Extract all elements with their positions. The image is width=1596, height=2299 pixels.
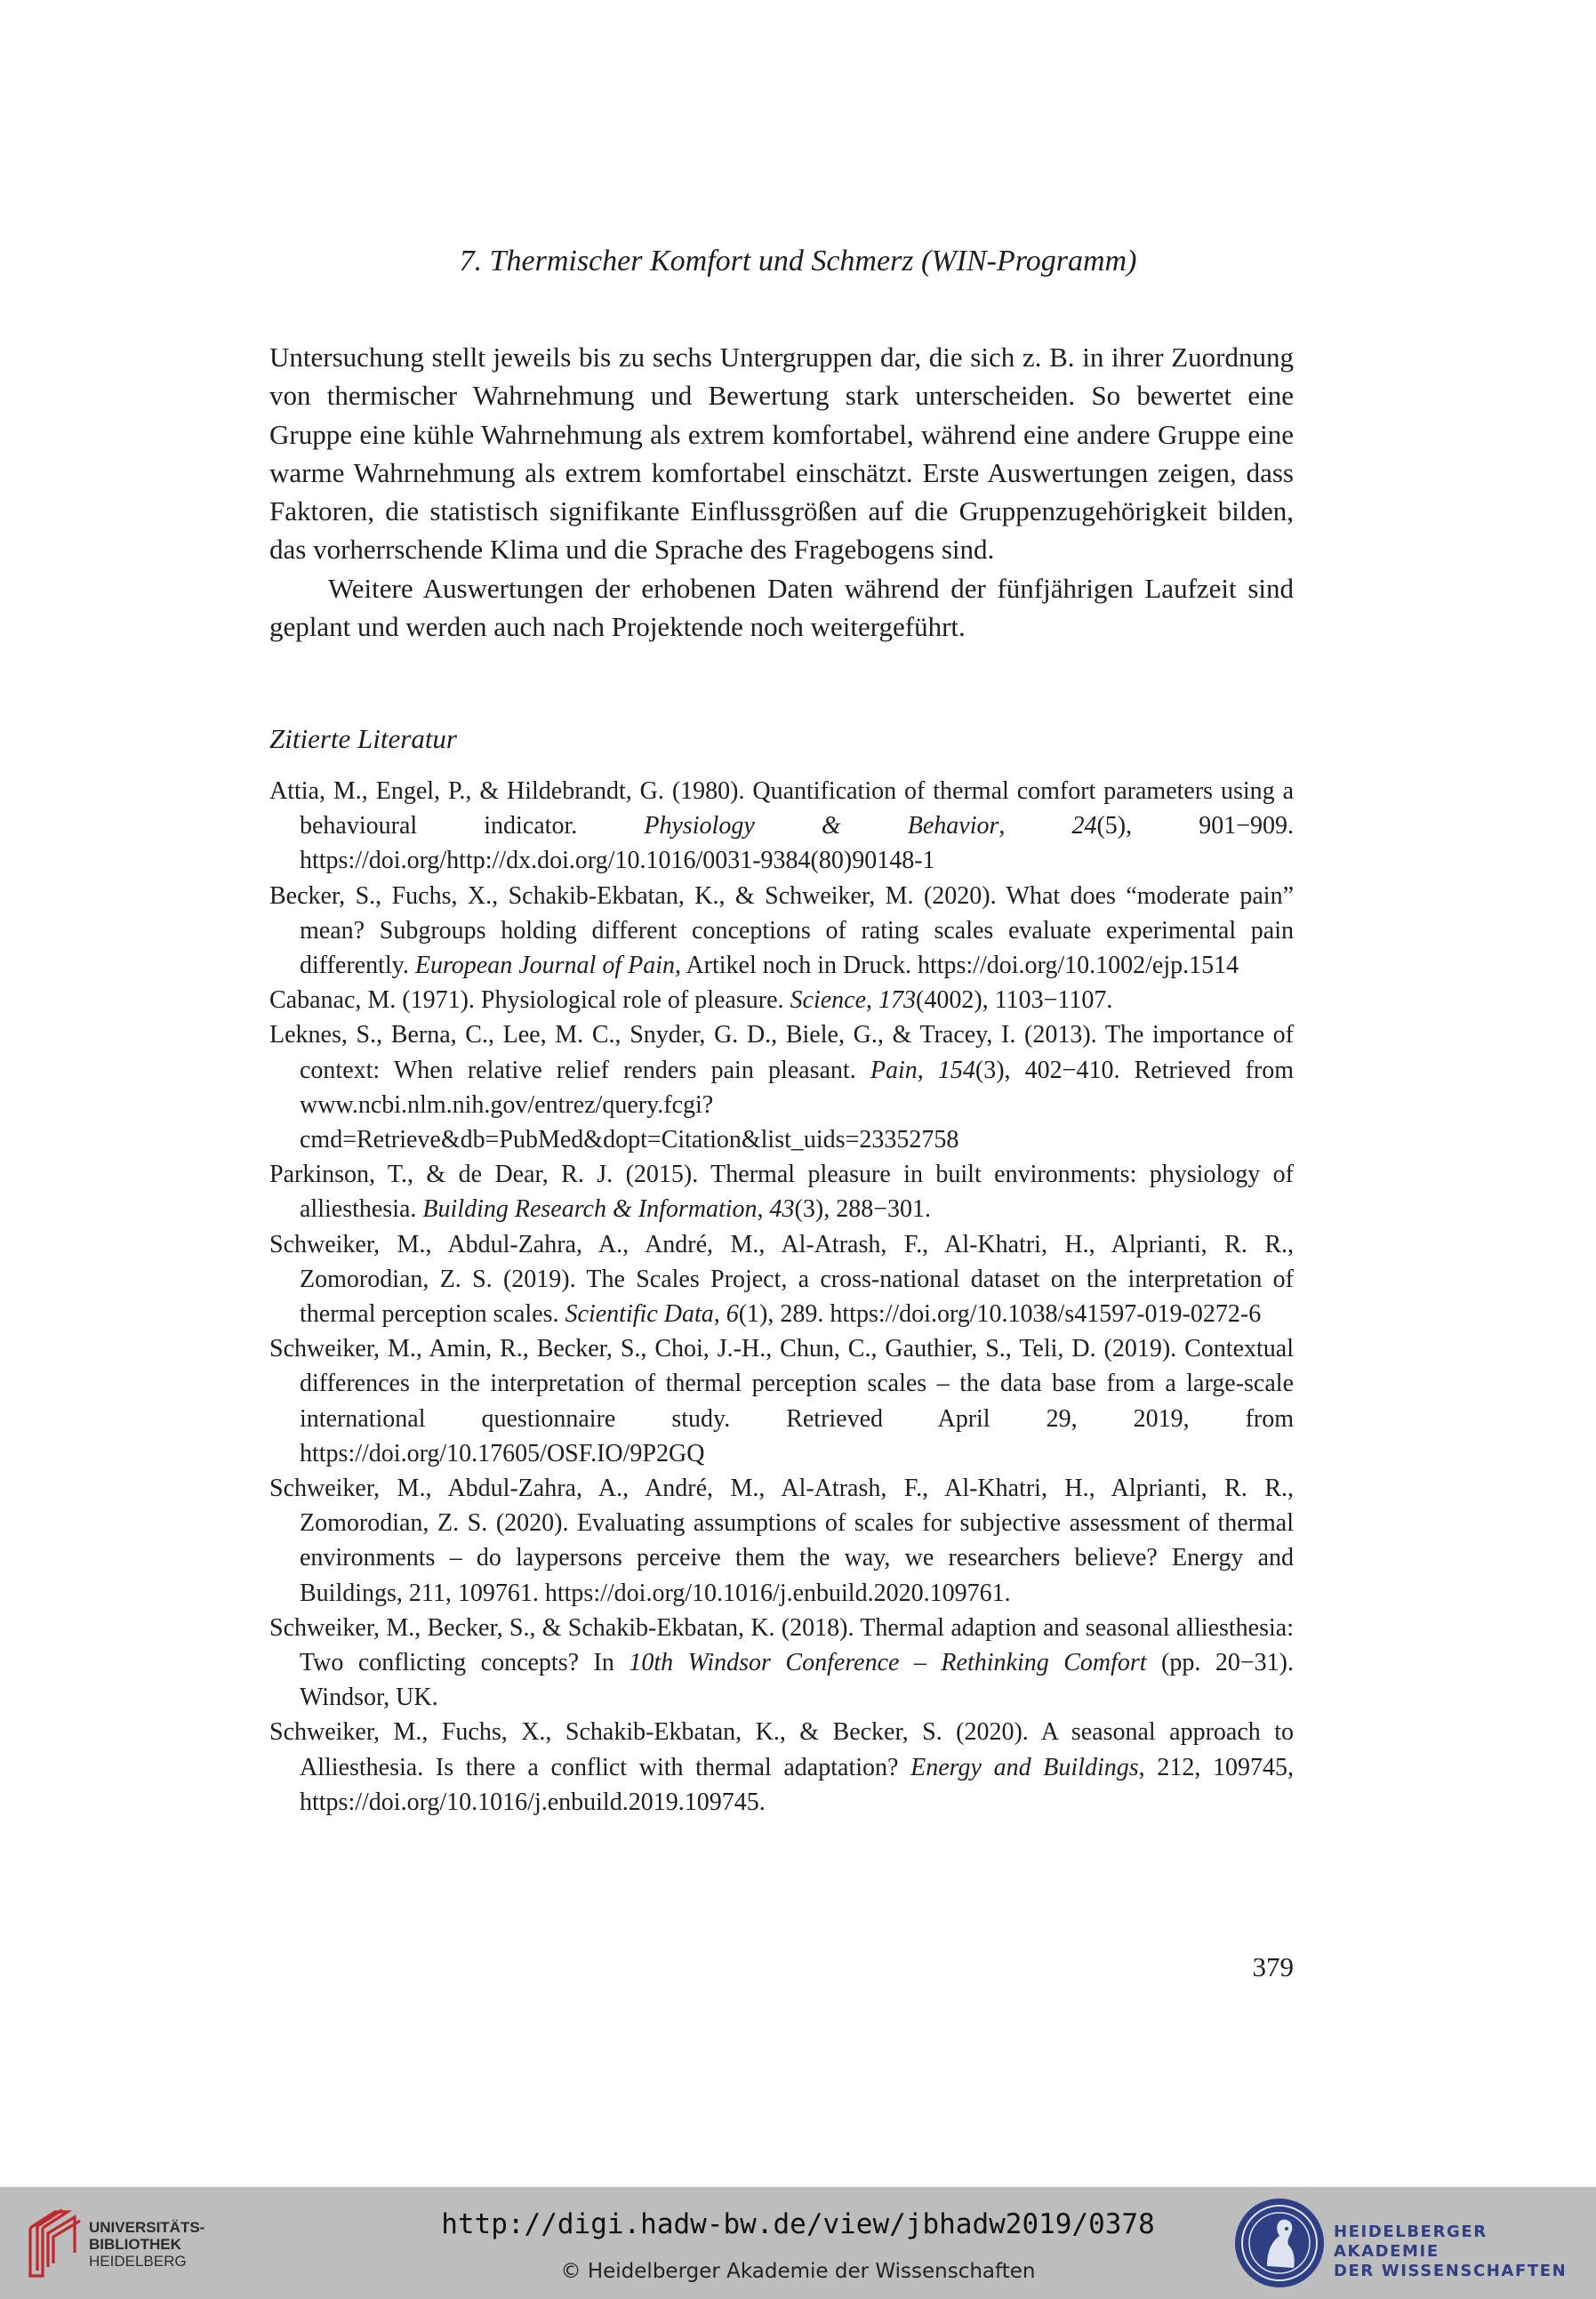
reference-item: Schweiker, M., Abdul-Zahra, A., André, M., Al-Atrash, F., Al-Khatri, H., Alprianti, R. R., Zomorodian, Z. S. (2019). The Scales Project, a cross-national dataset on the interpretation of thermal perception scales. Scientific Data, 6(1), 289. https://doi.org/10.1038/s41597-019-0272-6 [269,1230,1294,1329]
reference-item: Schweiker, M., Fuchs, X., Schakib-Ekbatan, K., & Becker, S. (2020). A seasonal approach to Alliesthesia. Is there a conflict with thermal adaptation? Energy and Buildings, 212, 109745, https://doi.org/10.1016/j.enbuild.2019.109745. [269,1718,1295,1816]
body-paragraph-2: Weitere Auswertungen der erhobenen Daten während der fünfjährigen Laufzeit sind geplant und werden auch nach Projektende noch weitergeführt. [269,572,1294,643]
hadw-line-2: DER WISSENSCHAFTEN [1334,2262,1568,2280]
reference-item: Cabanac, M. (1971). Physiological role of pleasure. Science, 173(4002), 1103−1107. [269,986,1113,1015]
hadw-text [1334,2223,1596,2281]
running-head: 7. Thermischer Komfort und Schmerz (WIN-Programm) [459,245,1137,277]
body-text [269,338,1294,646]
footer-url-link[interactable]: http://digi.hadw-bw.de/view/jbhadw2019/0378 [441,2208,1155,2240]
ub-line-3: HEIDELBERG [89,2253,187,2270]
reference-item: Becker, S., Fuchs, X., Schakib-Ekbatan, K., & Schweiker, M. (2020). What does “moderate pain” mean? Subgroups holding different conceptions of rating scales evaluate experimental pain differently. European Journal of Pain, Artikel noch in Druck. https://doi.org/10.1002/ejp.1514 [269,881,1294,980]
reference-item: Schweiker, M., Abdul-Zahra, A., André, M., Al-Atrash, F., Al-Khatri, H., Alprianti, R. R., Zomorodian, Z. S. (2020). Evaluating assumptions of scales for subjective assessment of thermal environments – do laypersons perceive them the way, we researchers believe? Energy and Buildings, 211, 109761. https://doi.org/10.1016/j.enbuild.2020.109761. [269,1475,1294,1607]
page-number: 379 [1252,1951,1294,1982]
hadw-line-1: HEIDELBERGER AKADEMIE [1334,2223,1488,2261]
hadw-seal-icon[interactable] [1231,2195,1327,2291]
footer-copyright: © Heidelberger Akademie der Wissenschaften [560,2260,1036,2283]
body-paragraph-1: Untersuchung stellt jeweils bis zu sechs Untergruppen dar, die sich z. B. in ihrer Zuordnung von thermischer Wahrnehmung und Bewertung stark unterscheiden. So bewertet eine Gruppe eine kühle Wahrnehmung als extrem komfortabel, während eine andere Gruppe eine warme Wahrnehmung als extrem komfortabel einschätzt. Erste Auswertungen zeigen, dass Faktoren, die statistisch signifikante Einflussgrößen auf die Gruppenzugehörigkeit bilden, das vorherrschende Klima und die Sprache des Fragebogens sind. [269,342,1294,566]
ub-line-1: UNIVERSITÄTS- [89,2219,205,2236]
ub-line-2: BIBLIOTHEK [89,2236,181,2253]
reference-item: Leknes, S., Berna, C., Lee, M. C., Snyder, G. D., Biele, G., & Tracey, I. (2013). The importance of context: When relative relief renders pain pleasant. Pain, 154(3), 402−410. Retrieved from www.ncbi.nlm.nih.gov/entrez/query.fcgi?cmd=Retrieve&db=PubMed&dopt=Citation&list_uids=23352758 [269,1021,1294,1154]
reference-list [269,774,1294,1820]
reference-item: Schweiker, M., Amin, R., Becker, S., Choi, J.-H., Chun, C., Gauthier, S., Teli, D. (2019). Contextual differences in the interpretation of thermal perception scales – the data base from a large-scale international questionnaire study. Retrieved April 29, 2019, from https://doi.org/10.17605/OSF.IO/9P2GQ [269,1335,1294,1467]
reference-item: Attia, M., Engel, P., & Hildebrandt, G. (1980). Quantification of thermal comfort parameters using a behavioural indicator. Physiology & Behavior, 24(5), 901−909. https://doi.org/http://dx.doi.org/10.1016/0031-9384(80)90148-1 [269,777,1295,875]
reference-item: Schweiker, M., Becker, S., & Schakib-Ekbatan, K. (2018). Thermal adaption and seasonal alliesthesia: Two conflicting concepts? In 10th Windsor Conference – Rethinking Comfort (pp. 20−31). Windsor, UK. [269,1613,1294,1712]
reference-item: Parkinson, T., & de Dear, R. J. (2015). Thermal pleasure in built environments: physiology of alliesthesia. Building Research & Information, 43(3), 288−301. [269,1161,1294,1224]
footer-band [0,2187,1596,2299]
literature-heading: Zitierte Literatur [269,723,457,754]
